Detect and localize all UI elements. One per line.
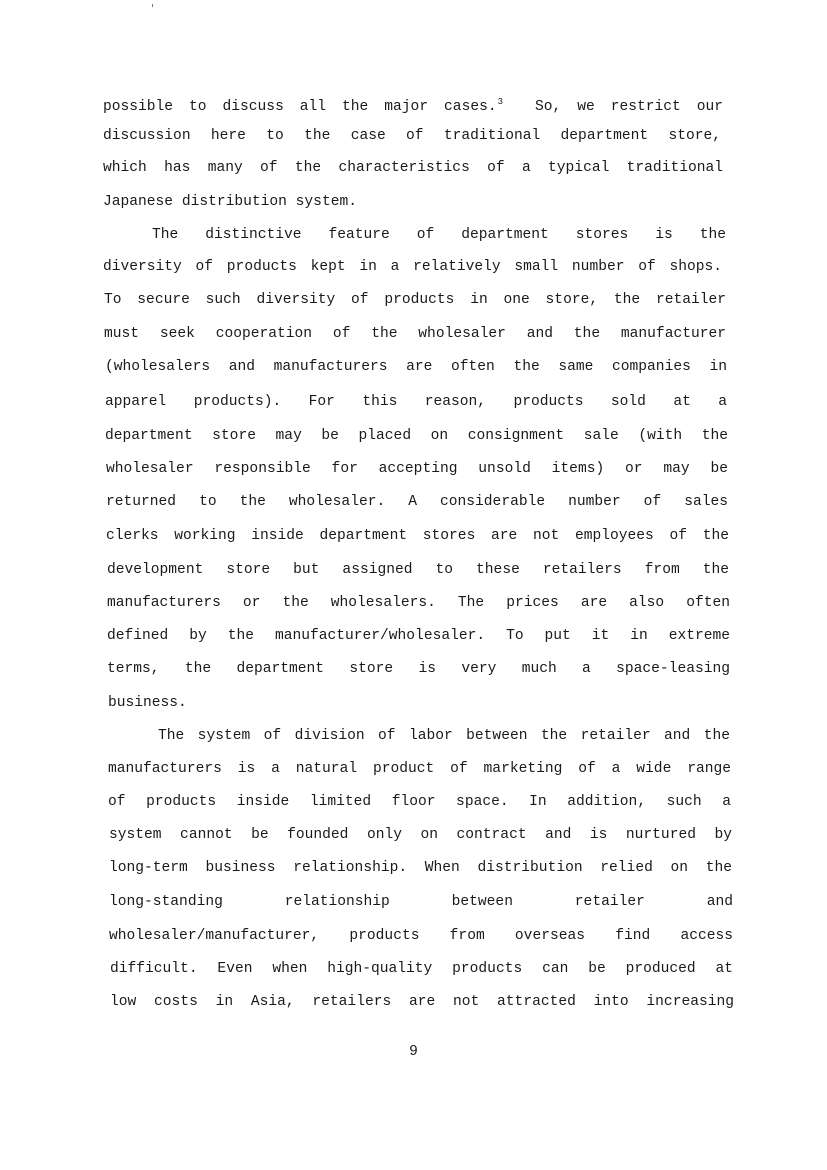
text-line: wholesaler responsible for accepting unsold items) or may be <box>106 461 728 477</box>
text-line: of products inside limited floor space. In addition, such a <box>108 794 731 810</box>
text-line: terms, the department store is very much a space-leasing <box>107 661 730 677</box>
text-line: which has many of the characteristics of a typical traditional <box>103 160 723 176</box>
page-number: 9 <box>409 1044 418 1060</box>
footnote-ref: 3 <box>497 97 504 107</box>
text-line: wholesaler/manufacturer, products from overseas find access <box>109 928 733 944</box>
scan-speck <box>152 4 153 7</box>
text-line: difficult. Even when high-quality products can be produced at <box>110 961 733 977</box>
text-line: must seek cooperation of the wholesaler and the manufacturer <box>104 326 726 342</box>
text-line: clerks working inside department stores are not employees of the <box>106 528 729 544</box>
text-line: possible to discuss all the major cases.$^3$ So, we restrict our <box>103 97 724 115</box>
text-line: returned to the wholesaler. A considerable number of sales <box>106 494 728 510</box>
text-line: (wholesalers and manufacturers are often the same companies in <box>105 359 727 375</box>
text-line: To secure such diversity of products in one store, the retailer <box>104 292 726 308</box>
text-line: long-term business relationship. When distribution relied on the <box>109 860 732 876</box>
text-line: long-standing relationship between retailer and <box>109 894 733 910</box>
text-line: diversity of products kept in a relatively small number of shops. <box>103 259 722 275</box>
text-line: apparel products). For this reason, products sold at a <box>105 394 727 410</box>
text-line: system cannot be founded only on contract and is nurtured by <box>109 827 732 843</box>
text-line: business. <box>108 695 187 711</box>
text-line: development store but assigned to these retailers from the <box>107 562 729 578</box>
text-line: low costs in Asia, retailers are not attracted into increasing <box>110 994 734 1010</box>
text-line: manufacturers or the wholesalers. The prices are also often <box>107 595 730 611</box>
text-line: The distinctive feature of department stores is the <box>152 227 726 243</box>
text-line: manufacturers is a natural product of marketing of a wide range <box>108 761 731 777</box>
text-line: department store may be placed on consignment sale (with the <box>105 428 728 444</box>
text-line: defined by the manufacturer/wholesaler. To put it in extreme <box>107 628 730 644</box>
text-line: Japanese distribution system. <box>103 194 357 210</box>
text-line: The system of division of labor between the retailer and the <box>158 728 730 744</box>
text-line: discussion here to the case of traditional department store, <box>103 128 721 144</box>
